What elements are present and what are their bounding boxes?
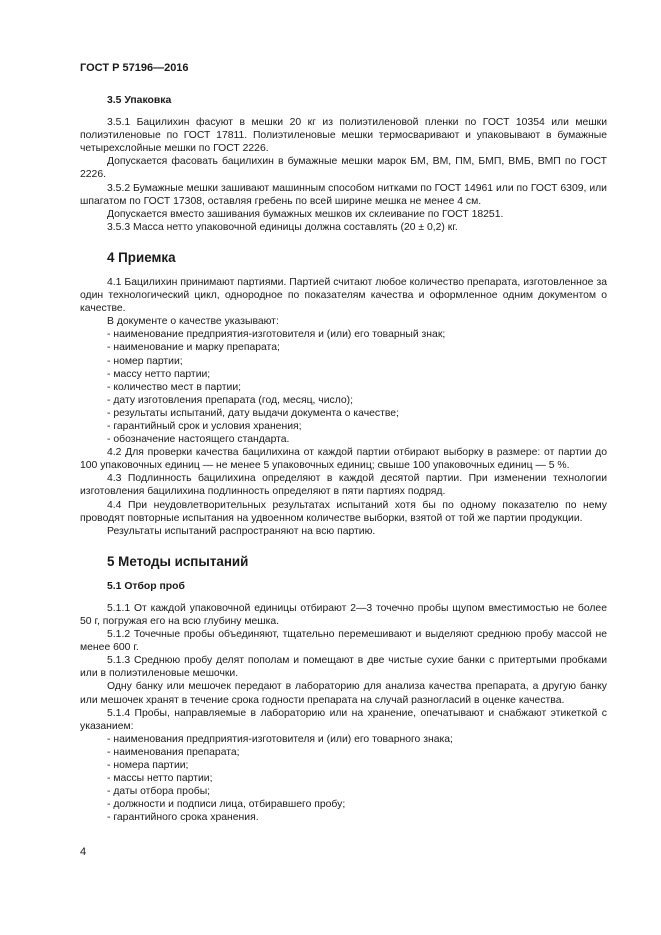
list-item: - наименование предприятия-изготовителя и (или) его товарный знак; <box>107 329 446 341</box>
list-item: - гарантийный срок и условия хранения; <box>107 420 302 432</box>
section-4-title: 4 Приемка <box>107 249 176 265</box>
section-3-5-title: 3.5 Упаковка <box>107 95 172 106</box>
list-item: - номера партии; <box>107 760 189 772</box>
list-item: - массу нетто партии; <box>107 368 211 380</box>
document-id: ГОСТ Р 57196—2016 <box>80 62 189 74</box>
paragraph: 5.1.3 Среднюю пробу делят пополам и помещают в две чистые сухие банки с притертыми пробками или в полиэтиленовые мешочки. <box>80 655 607 680</box>
list-item: - должности и подписи лица, отбиравшего пробу; <box>107 799 346 811</box>
paragraph: 5.1.1 От каждой упаковочной единицы отбирают 2—3 точечно пробы щупом вместимостью не более 50 г, погружая его на всю глубину мешка. <box>80 602 607 627</box>
list-item: - наименования препарата; <box>107 746 240 758</box>
paragraph: 4.2 Для проверки качества бацилихина от каждой партии отбирают выборку в размере: от партии до 100 упаковочных единиц — не менее 5 упаковочных единиц; свыше 100 упаковочных единиц — 5 %. <box>80 447 607 472</box>
section-5-title: 5 Методы испытаний <box>107 553 249 569</box>
list-item: - результаты испытаний, дату выдачи документа о качестве; <box>107 407 399 419</box>
list-item: - наименование и марку препарата; <box>107 342 280 354</box>
paragraph: Допускается фасовать бацилихин в бумажные мешки марок БМ, ВМ, ПМ, БМП, ВМБ, ВМП по ГОСТ 2226. <box>80 156 607 181</box>
paragraph: 3.5.2 Бумажные мешки зашивают машинным способом нитками по ГОСТ 14961 или по ГОСТ 6309, или шпагатом по ГОСТ 17308, оставляя гребень по всей ширине мешка не менее 4 см. <box>80 182 607 207</box>
paragraph: 3.5.1 Бацилихин фасуют в мешки 20 кг из полиэтиленовой пленки по ГОСТ 10354 или мешки полиэтиленовые по ГОСТ 17811. Полиэтиленовые мешки термосваривают и упаковывают в бумажные четырехслойные мешки по ГОСТ 2226. <box>80 117 607 155</box>
paragraph: 4.4 При неудовлетворительных результатах испытаний хотя бы по одному показателю по нему проводят повторные испытания на удвоенном количестве выборки, взятой от той же партии продукции. <box>80 499 607 524</box>
paragraph: Результаты испытаний распространяют на всю партию. <box>107 525 376 537</box>
section-5-1-title: 5.1 Отбор проб <box>107 580 185 592</box>
list-item: - массы нетто партии; <box>107 773 213 785</box>
paragraph: 4.3 Подлинность бацилихина определяют в каждой десятой партии. При изменении технологии изготовления бацилихина подлинность определяют в пяти партиях подряд. <box>80 473 607 498</box>
paragraph: 4.1 Бацилихин принимают партиями. Партией считают любое количество препарата, изготовленное за один технологический цикл, однородное по показателям качества и оформленное одним документом о качестве. <box>80 276 607 315</box>
paragraph: 3.5.3 Масса нетто упаковочной единицы должна составлять (20 ± 0,2) кг. <box>107 221 458 233</box>
paragraph: 5.1.2 Точечные пробы объединяют, тщательно перемешивают и выделяют среднюю пробу массой не менее 600 г. <box>80 629 607 654</box>
list-item: - дату изготовления препарата (год, месяц, число); <box>107 394 354 406</box>
quality-document-list <box>80 328 607 446</box>
list-item: - обозначение настоящего стандарта. <box>107 434 290 446</box>
list-item: - гарантийного срока хранения. <box>107 812 259 824</box>
page-number: 4 <box>80 846 87 858</box>
paragraph: Одну банку или мешочек передают в лабораторию для анализа качества препарата, а другую банку или мешочек хранят в течение срока годности препарата на случай разногласий в оценке качества. <box>80 681 607 706</box>
paragraph: Допускается вместо зашивания бумажных мешков их склеивание по ГОСТ 18251. <box>107 208 504 220</box>
paragraph: 5.1.4 Пробы, направляемые в лабораторию или на хранение, опечатывают и снабжают этикеткой с указанием: <box>80 707 607 732</box>
list-item: - номер партии; <box>107 355 183 367</box>
paragraph: В документе о качестве указывают: <box>107 316 279 328</box>
label-contents-list <box>80 733 607 825</box>
page-content <box>80 94 607 825</box>
list-item: - количество мест в партии; <box>107 381 242 393</box>
list-item: - наименования предприятия-изготовителя и (или) его товарного знака; <box>107 733 453 745</box>
list-item: - даты отбора пробы; <box>107 786 211 798</box>
